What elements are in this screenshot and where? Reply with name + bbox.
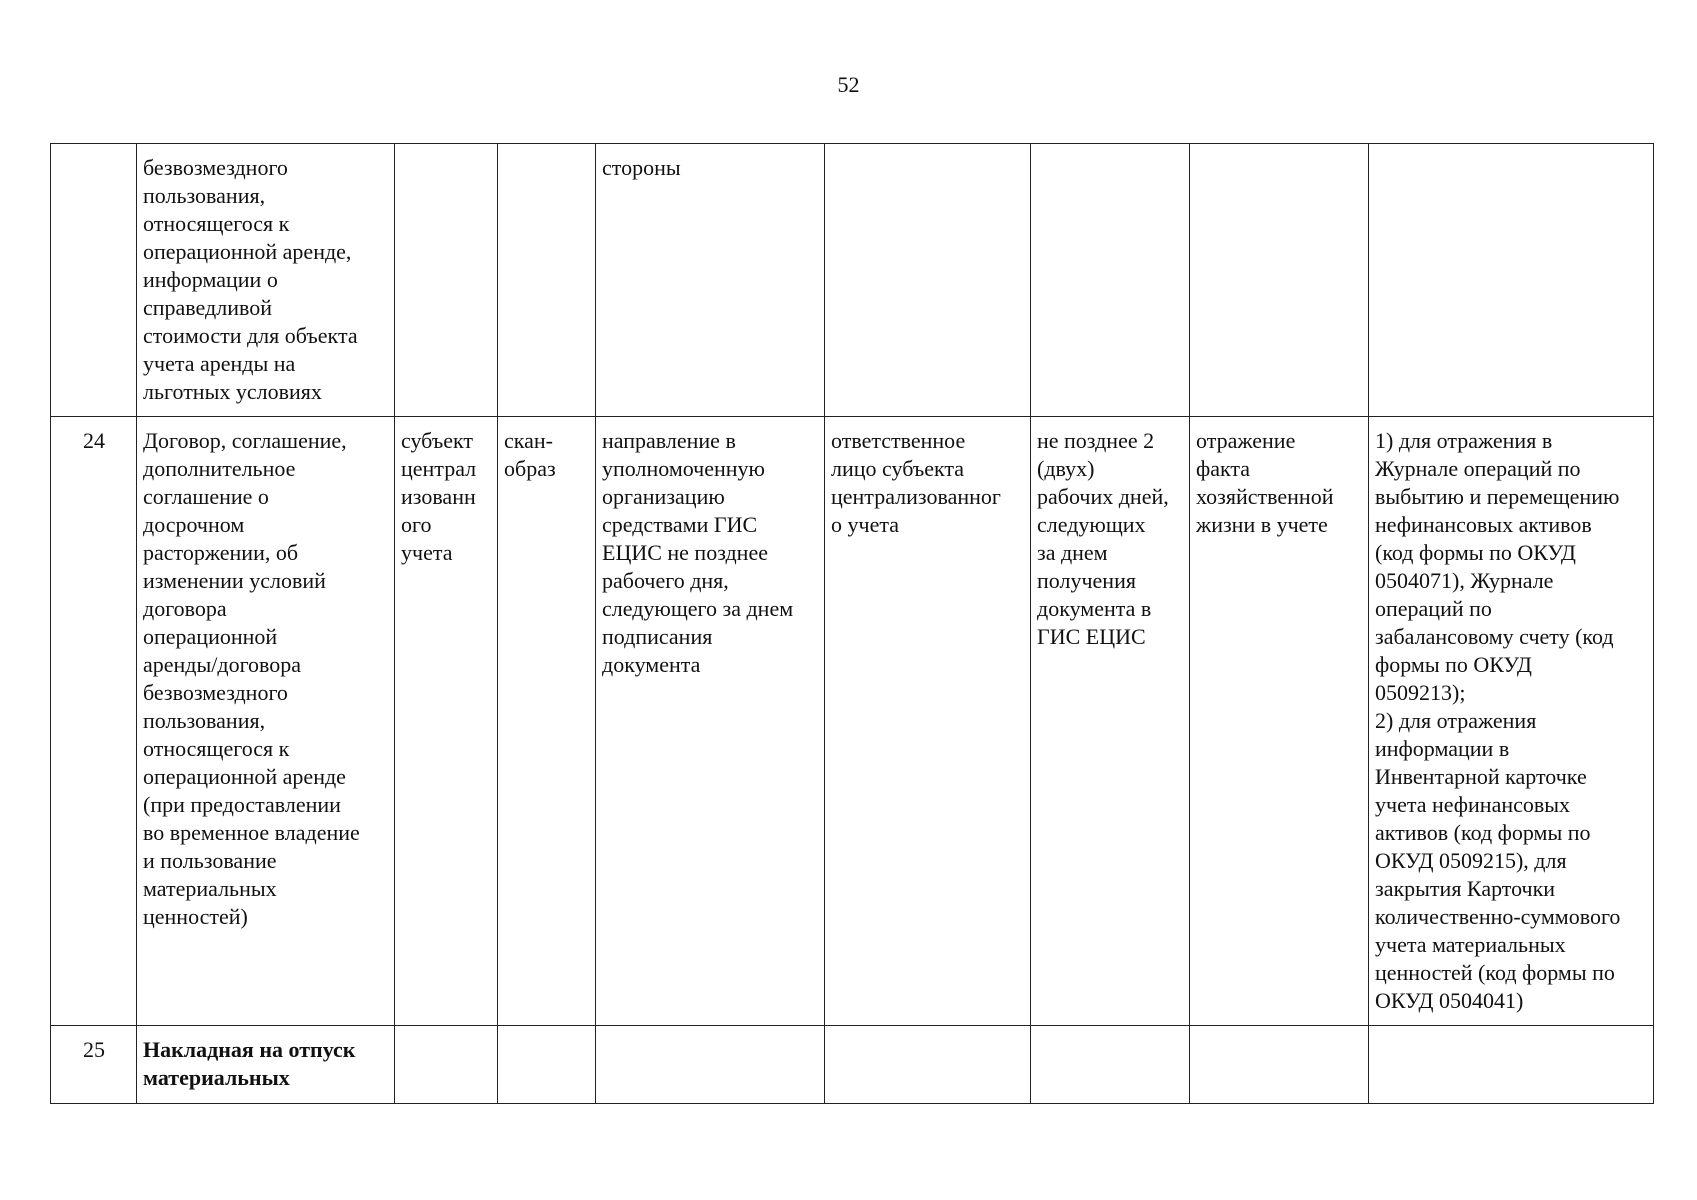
deadline-cell: не позднее 2 (двух) рабочих дней, следующих за днем получения документа в ГИС ЕЦИС	[1031, 417, 1190, 1026]
form-cell	[498, 144, 596, 417]
form-cell: скан- образ	[498, 417, 596, 1026]
document-name-cell: Договор, соглашение, дополнительное соглашение о досрочном расторжении, об изменении условий договора операционной аренды/договора безвозмездного пользования, относящегося к операционной аренде (при предоставлении во временное владение и пользование материальных ценностей)	[137, 417, 395, 1026]
responsible-cell	[825, 1026, 1031, 1104]
creator-cell	[395, 1026, 498, 1104]
registers-cell	[1369, 1026, 1654, 1104]
table-row	[51, 144, 1654, 417]
row-number-cell: 24	[51, 417, 137, 1026]
form-cell	[498, 1026, 596, 1104]
transfer-cell: направление в уполномоченную организацию средствами ГИС ЕЦИС не позднее рабочего дня, следующего за днем подписания документа	[596, 417, 825, 1026]
document-name-cell: безвозмездного пользования, относящегося к операционной аренде, информации о справедливой стоимости для объекта учета аренды на льготных условиях	[137, 144, 395, 417]
transfer-cell	[596, 1026, 825, 1104]
purpose-cell: отражение факта хозяйственной жизни в учете	[1190, 417, 1369, 1026]
responsible-cell	[825, 144, 1031, 417]
table-row	[51, 417, 1654, 1026]
row-number-cell: 25	[51, 1026, 137, 1104]
row-number-cell	[51, 144, 137, 417]
purpose-cell	[1190, 144, 1369, 417]
responsible-cell: ответственное лицо субъекта централизованног о учета	[825, 417, 1031, 1026]
creator-cell	[395, 144, 498, 417]
creator-cell: субъект централ изованн ого учета	[395, 417, 498, 1026]
purpose-cell	[1190, 1026, 1369, 1104]
page-number: 52	[837, 72, 860, 97]
document-flow-table	[50, 143, 1654, 1104]
registers-cell: 1) для отражения в Журнале операций по выбытию и перемещению нефинансовых активов (код формы по ОКУД 0504071), Журнале операций по забалансовому счету (код формы по ОКУД 0509213); 2) для отражения информации в Инвентарной карточке учета нефинансовых активов (код формы по ОКУД 0509215), для закрытия Карточки количественно-суммового учета материальных ценностей (код формы по ОКУД 0504041)	[1369, 417, 1654, 1026]
registers-cell	[1369, 144, 1654, 417]
table-row	[51, 1026, 1654, 1104]
deadline-cell	[1031, 144, 1190, 417]
document-name-cell: Накладная на отпуск материальных	[137, 1026, 395, 1104]
transfer-cell: стороны	[596, 144, 825, 417]
deadline-cell	[1031, 1026, 1190, 1104]
